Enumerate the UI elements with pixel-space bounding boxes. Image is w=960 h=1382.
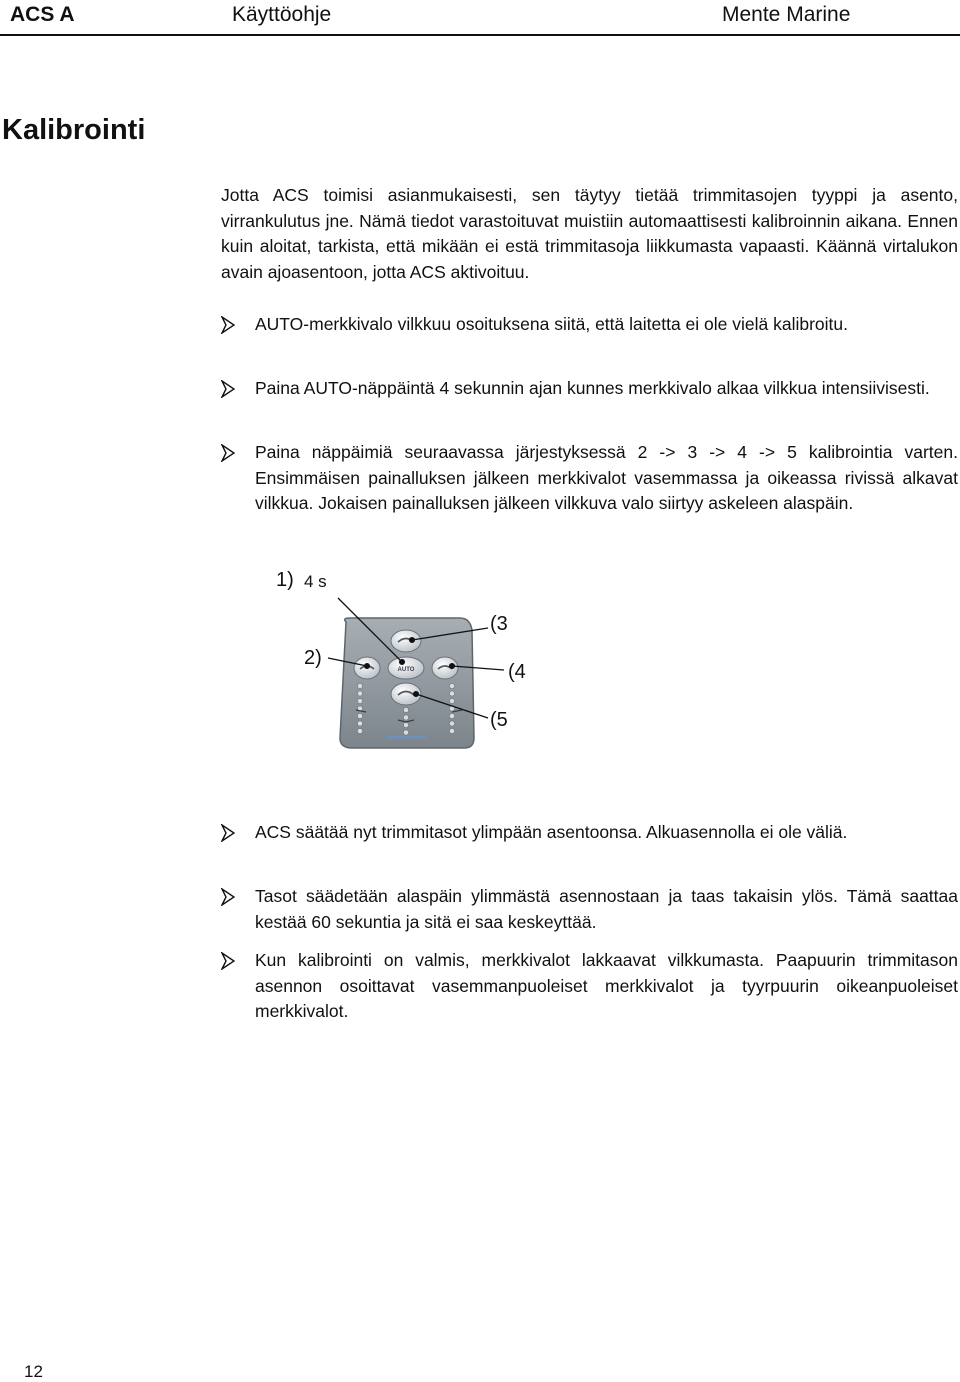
- indicator-led: [449, 698, 454, 703]
- indicator-led: [449, 691, 454, 696]
- header-manual: Käyttöohje: [232, 3, 332, 26]
- list-item-text: AUTO-merkkivalo vilkkuu osoituksena siitä, että laitetta ei ole vielä kalibroitu.: [255, 314, 848, 334]
- arrow-bullet-icon: [221, 824, 235, 842]
- list-item-text: Paina AUTO-näppäintä 4 sekunnin ajan kunnes merkkivalo alkaa vilkkua intensiivisesti.: [255, 378, 930, 398]
- indicator-led: [449, 721, 454, 726]
- callout-label-3: (3: [490, 613, 508, 635]
- arrow-bullet-icon: [221, 952, 235, 970]
- arrow-bullet-icon: [221, 444, 235, 462]
- indicator-led: [403, 715, 408, 720]
- list-item-text: Tasot säädetään alaspäin ylimmästä asennostaan ja taas takaisin ylös. Tämä saattaa kestää 60 sekuntia ja sitä ei saa keskeyttää.: [255, 886, 958, 932]
- arrow-bullet-icon: [221, 380, 235, 398]
- callout-label-1-time: 4 s: [304, 572, 327, 591]
- indicator-led: [449, 728, 454, 733]
- indicator-led: [357, 683, 362, 688]
- indicator-led: [357, 691, 362, 696]
- section-title: Kalibrointi: [2, 114, 146, 146]
- arrow-bullet-icon: [221, 316, 235, 334]
- indicator-led: [357, 698, 362, 703]
- page-header: [0, 0, 960, 36]
- callout-label-2: 2): [304, 647, 322, 669]
- page-number: 12: [24, 1362, 43, 1381]
- indicator-led: [403, 722, 408, 727]
- arrow-bullet-icon: [221, 888, 235, 906]
- indicator-led: [357, 713, 362, 718]
- header-doc-name: ACS A: [10, 3, 75, 26]
- list-item-text: Paina näppäimiä seuraavassa järjestyksessä 2 -> 3 -> 4 -> 5 kalibrointia varten. Ensimmäisen painalluksen jälkeen merkkivalot vasemmassa ja oikeassa rivissä alkavat vilkkua. Jokaisen painalluksen jälkeen vilkkuva valo siirtyy askeleen alaspäin.: [255, 442, 958, 513]
- callout-label-4: (4: [508, 661, 526, 683]
- callout-label-1: 1): [276, 569, 294, 591]
- indicator-led: [403, 707, 408, 712]
- indicator-led: [357, 721, 362, 726]
- indicator-led: [449, 683, 454, 688]
- control-panel-figure: [220, 560, 620, 760]
- indicator-led: [449, 713, 454, 718]
- indicator-led: [357, 728, 362, 733]
- callout-label-5: (5: [490, 709, 508, 731]
- header-company: Mente Marine: [722, 3, 851, 26]
- indicator-led: [403, 730, 408, 735]
- list-item-text: ACS säätää nyt trimmitasot ylimpään asentoonsa. Alkuasennolla ei ole väliä.: [255, 822, 848, 842]
- list-item-text: Kun kalibrointi on valmis, merkkivalot lakkaavat vilkkumasta. Paapuurin trimmitason asennon osoittavat vasemmanpuoleiset merkkivalot ja tyyrpuurin oikeanpuoleiset merkkivalot.: [255, 950, 958, 1021]
- intro-paragraph: Jotta ACS toimisi asianmukaisesti, sen täytyy tietää trimmitasojen tyyppi ja asento, virrankulutus jne. Nämä tiedot varastoituvat muistiin automaattisesti kalibroinnin aikana. Ennen kuin aloitat, tarkista, että mikään ei estä trimmitasoja liikkumasta vapaasti. Käännä virtalukon avain ajoasentoon, jotta ACS aktivoituu.: [221, 185, 958, 282]
- auto-key-label: AUTO: [397, 667, 415, 673]
